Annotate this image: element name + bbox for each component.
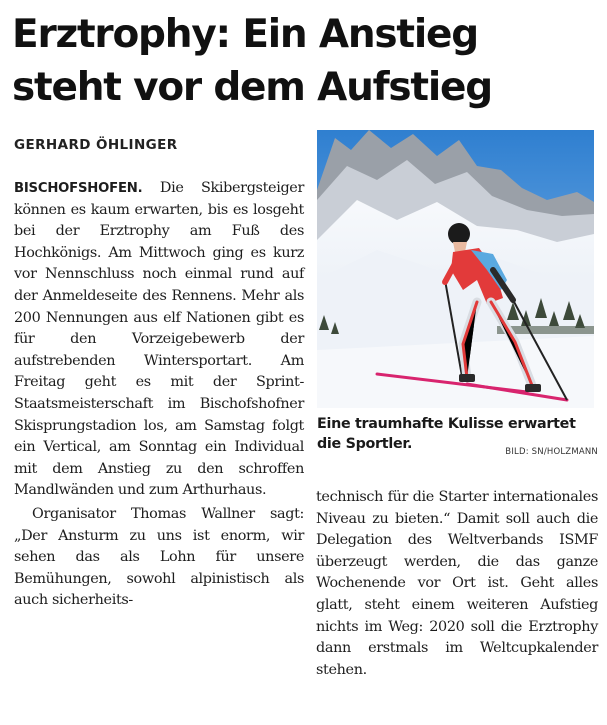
- author-byline: GERHARD ÖHLINGER: [14, 137, 178, 153]
- headline-line-2: steht vor dem Aufstieg: [12, 65, 493, 110]
- article-column-right: [316, 487, 598, 681]
- paragraph-2-start: Organisator Thomas Wallner sagt: „Der Ansturm zu uns ist enorm, wir sehen das als Lohn für unsere Bemühungen, sowohl alpinistisch als auch sicherheits-: [14, 505, 304, 609]
- photo-caption: Eine traumhafte Kulisse erwartet die Sportler.: [317, 416, 576, 452]
- headline-line-1: Erztrophy: Ein Anstieg: [12, 12, 479, 57]
- photo-credit: BILD: SN/HOLZMANN: [505, 447, 598, 457]
- article-column-left: [14, 178, 304, 612]
- paragraph-1: [14, 178, 304, 502]
- ski-mountaineer-photo: [317, 130, 594, 408]
- article-photo: [317, 130, 594, 408]
- paragraph-2-end: technisch für die Starter internationales Niveau zu bieten.“ Damit soll auch die Delegation des Weltverbands ISMF überzeugt werden, die das ganze Wochenende vor Ort ist. Geht alles glatt, steht einem weiteren Aufstieg nichts im Weg: 2020 soll die Erztrophy dann erstmals im Weltcupkalender stehen.: [316, 489, 598, 678]
- paragraph-1-text: Die Skibergsteiger können es kaum erwarten, bis es losgeht bei der Erztrophy am Fuß des Hochkönigs. Am Mittwoch ging es kurz vor Nennschluss noch einmal rund auf der Anmeldeseite des Rennens. Mehr als 200 Nennungen aus elf Nationen gibt es für den Vorzeigebewerb der aufstrebenden Wintersportart. Am Freitag geht es mit der Sprint-Staatsmeisterschaft im Bischofshofner Skisprungstadion los, am Samstag folgt ein Vertical, am Sonntag ein Individual mit dem Anstieg zu den schroffen Mandlwänden und zum Arthurhaus.: [14, 180, 304, 499]
- headline: [12, 8, 602, 114]
- dateline: BISCHOFSHOFEN.: [14, 181, 143, 196]
